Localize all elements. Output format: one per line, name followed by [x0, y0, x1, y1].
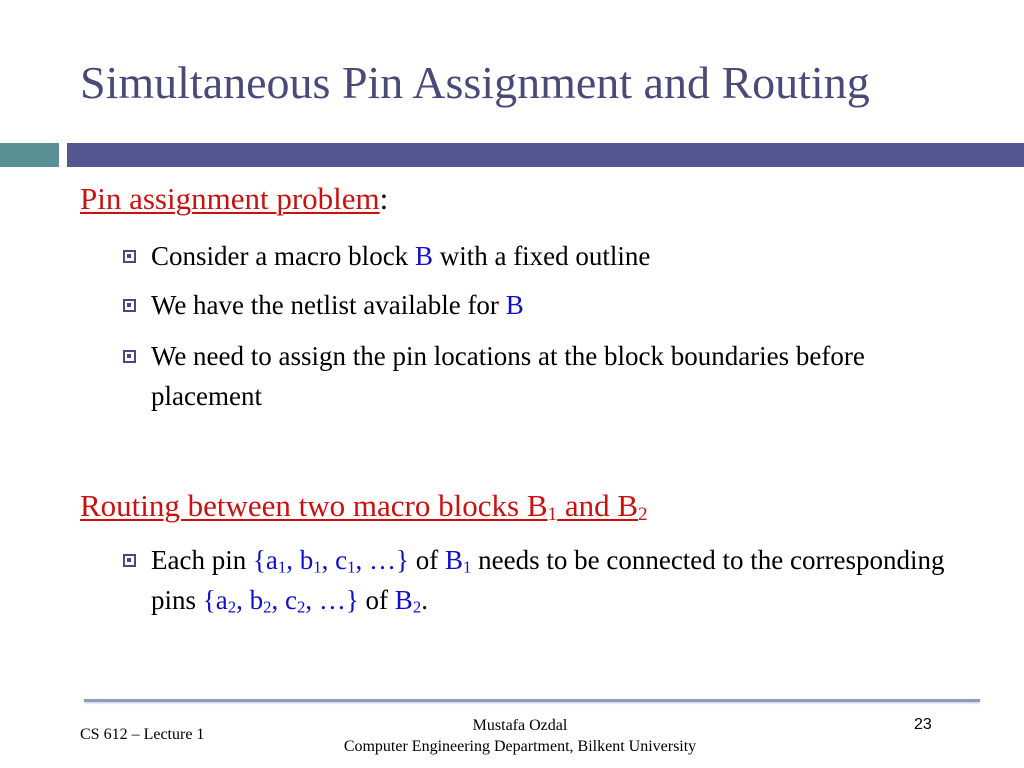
pin-set-part: , …} [355, 545, 409, 575]
heading-colon: : [379, 181, 389, 216]
bullet-text-part: of [409, 545, 445, 575]
pin-set-part: , c [321, 545, 348, 575]
footer-author: Mustafa Ozdal [472, 717, 568, 734]
bullet-text [151, 285, 963, 325]
pin-subscript: 2 [227, 597, 237, 617]
block-symbol [395, 585, 421, 615]
pin-subscript: 1 [277, 557, 287, 577]
pin-subscript: 2 [263, 597, 272, 617]
pin-set-b1 [253, 545, 409, 575]
footer-department: Computer Engineering Department, Bilkent University [343, 738, 697, 755]
bullet-text-part: Each pin [151, 545, 253, 575]
footer-divider [84, 699, 980, 702]
block-symbol [445, 545, 471, 575]
pin-subscript: 2 [296, 597, 306, 617]
bullet-text-part: We have the netlist available for [151, 290, 506, 320]
pin-set-part: , b [286, 545, 314, 575]
square-bullet-icon [123, 299, 136, 312]
pin-set-part: , b [236, 585, 264, 615]
heading-text-part: Routing between two macro blocks B [80, 488, 548, 523]
bullet-text-part: with a fixed outline [432, 241, 651, 271]
block-subscript: 1 [463, 557, 472, 577]
pin-subscript: 1 [347, 557, 356, 577]
pin-set-part: {a [252, 545, 278, 575]
slide-title: Simultaneous Pin Assignment and Routing [80, 57, 870, 108]
footer-course-label: CS 612 – Lecture 1 [80, 726, 205, 743]
bullet-text-part: . [421, 585, 428, 615]
heading-text: Pin assignment problem [80, 181, 380, 216]
square-bullet-icon [123, 350, 136, 363]
heading-text-part: and B [557, 488, 639, 523]
title-divider-bar [67, 143, 1024, 167]
bullet-text-part: Consider a macro block [151, 241, 415, 271]
square-bullet-icon [123, 250, 136, 263]
bullet-item [123, 236, 963, 276]
pin-set-part: , c [271, 585, 297, 615]
heading-subscript: 1 [547, 504, 558, 526]
bullet-item [123, 540, 963, 620]
square-bullet-icon [123, 554, 136, 567]
slide-number: 23 [914, 716, 932, 733]
footer-author-block [300, 715, 740, 757]
pin-set-part: {a [202, 585, 228, 615]
bullet-item [123, 336, 963, 416]
bullet-item [123, 285, 963, 325]
bullet-text-part: of [358, 585, 395, 615]
title-divider-accent [0, 143, 59, 167]
block-symbol: B [505, 290, 524, 320]
heading-subscript: 2 [638, 504, 648, 526]
block-symbol: B [414, 241, 433, 271]
heading-text [80, 488, 648, 526]
bullet-text [151, 540, 963, 620]
block-letter: B [445, 545, 464, 575]
pin-subscript: 1 [313, 557, 322, 577]
block-subscript: 2 [412, 597, 422, 617]
block-letter: B [394, 585, 413, 615]
bullet-text [151, 236, 963, 276]
pin-set-b2 [203, 585, 359, 615]
section-heading-routing [80, 488, 648, 524]
pin-set-part: , …} [305, 585, 359, 615]
section-heading-pin-assignment [80, 181, 388, 217]
bullet-text: We need to assign the pin locations at the block boundaries before placement [151, 341, 865, 411]
bullet-text-part: needs to be connected to the corresponding pins [151, 545, 945, 615]
